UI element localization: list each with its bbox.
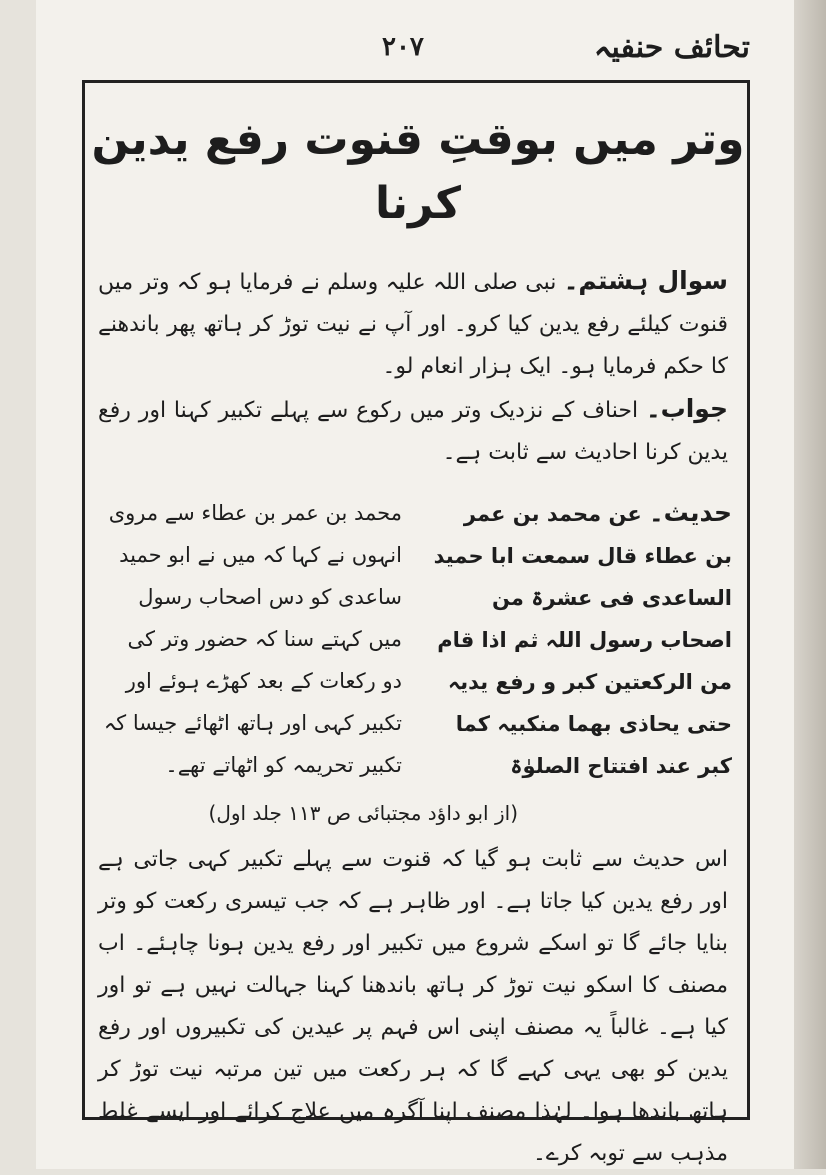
answer-paragraph bbox=[98, 388, 728, 474]
answer-label: جواب۔ bbox=[645, 394, 728, 423]
page-number: ۲۰۷ bbox=[382, 32, 424, 62]
running-title: تحائف حنفیہ bbox=[593, 30, 750, 65]
answer-text: احناف کے نزدیک وتر میں رکوع سے پہلے تکبیر کہنا اور رفع یدین کرنا احادیث سے ثابت ہے۔ bbox=[98, 398, 728, 465]
hadith-block bbox=[102, 492, 732, 787]
question-paragraph bbox=[98, 260, 728, 388]
hadith-urdu-translation: محمد بن عمر بن عطاء سے مروی انہوں نے کہا کہ میں نے ابو حمید ساعدی کو دس اصحاب رسول میں کہتے سنا کہ حضور وتر کی دو رکعات کے بعد کھڑے ہوئے اور تکبیر کہی اور ہاتھ اٹھائے جیسا کہ تکبیر تحریمہ کو اٹھاتے تھے۔ bbox=[103, 501, 402, 777]
question-label: سوال ہشتم۔ bbox=[563, 266, 728, 295]
conclusion-paragraph: اس حدیث سے ثابت ہو گیا کہ قنوت سے پہلے تکبیر کہی جاتی ہے اور رفع یدین کیا جاتا ہے۔ اور ظاہر ہے کہ جب تیسری رکعت کو وتر بنایا جائے گا تو اسکے شروع میں تکبیر اور رفع یدین ہونا چاہئے۔ اب مصنف کا اسکو نیت توڑ کر ہاتھ باندھنا کہنا جہالت نہیں ہے تو اور کیا ہے۔ غالباً یہ مصنف اپنی اس فہم پر عیدین کی تکبیروں اور رفع یدین کو بھی یہی کہے گا کہ ہر رکعت میں تین مرتبہ نیت توڑ کر ہاتھ باندھا ہوا۔ لہٰذا مصنف اپنا آگرہ میں علاج کرائے اور ایسے غلط مذہب سے توبہ کرے۔ bbox=[98, 847, 728, 1166]
chapter-title: وتر میں بوقتِ قنوت رفع یدین کرنا bbox=[91, 114, 745, 229]
page-header bbox=[90, 30, 750, 80]
hadith-arabic-column bbox=[432, 492, 732, 787]
page-content bbox=[88, 96, 748, 1175]
hadith-label: حدیث۔ bbox=[649, 498, 732, 527]
question-text: نبی صلی اللہ علیہ وسلم نے فرمایا ہو کہ وتر میں قنوت کیلئے رفع یدین کیا کرو۔ اور آپ نے نیت توڑ کر ہاتھ پھر باندھنے کا حکم فرمایا ہو۔ ایک ہزار انعام لو۔ bbox=[98, 270, 728, 379]
hadith-arabic-text: عن محمد بن عمر بن عطاء قال سمعت ابا حمید الساعدی فی عشرۃ من اصحاب رسول اللہ ثم اذا قام من الرکعتین کبر و رفع یدیہ حتی یحاذی بھما منکبیہ کما کبر عند افتتاح الصلوٰۃ bbox=[433, 502, 732, 778]
book-spine-edge bbox=[794, 0, 826, 1169]
hadith-reference: (از ابو داؤد مجتبائی ص ۱۱۳ جلد اول) bbox=[208, 801, 518, 825]
